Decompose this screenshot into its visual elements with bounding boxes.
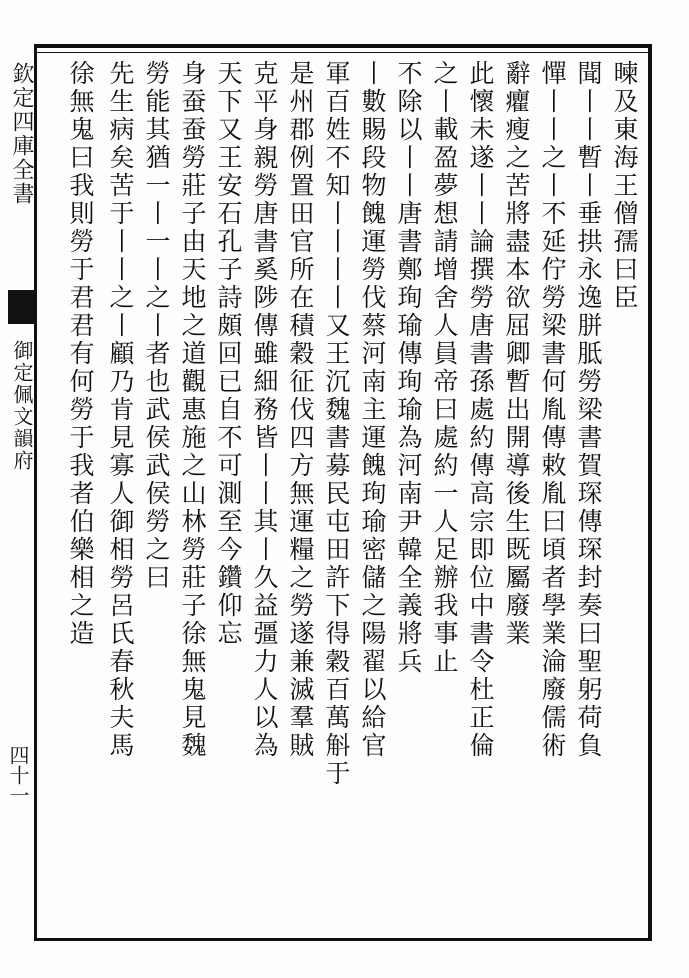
text-column-6: 之丨載盈夢想請增舍人員帝曰處約一人足辦我事止 <box>430 60 459 676</box>
text-column-5: 此懷未遂丨丨論撰勞唐書孫處約傳高宗即位中書令杜正倫 <box>466 60 495 760</box>
text-column-9: 軍百姓不知丨丨丨丨又王沉魏書募民屯田許下得穀百萬斛于 <box>322 60 351 788</box>
text-column-3: 憚丨丨之丨不延佇勞梁書何胤傳敕胤曰頃者學業淪廢儒術 <box>538 60 567 760</box>
text-column-15: 先生病矣苦于丨丨之丨顧乃肯見寡人御相勞呂氏春秋夫馬 <box>106 60 135 760</box>
text-column-14: 勞能其猶一丨一丨之丨者也武侯武侯勞之曰 <box>142 60 171 592</box>
text-column-11: 克平身親勞唐書奚陟傳雖細務皆丨丨其丨久益彊力人以為 <box>250 60 279 760</box>
text-column-13: 身蚕蚕勞莊子由天地之道觀惠施之山林勞莊子徐無鬼見魏 <box>178 60 207 760</box>
text-column-4: 辭癯瘦之苦將盡本欲屈卿暫出開導後生既屬廢業 <box>502 60 531 648</box>
book-title: 欽定四庫全書 <box>9 62 34 206</box>
text-column-12: 天下又王安石孔子詩頗回已自不可測至今鑽仰忘 <box>214 60 243 648</box>
section-title: 御定佩文韻府 <box>10 340 34 472</box>
text-column-1: 暕及東海王僧孺曰臣 <box>610 60 639 312</box>
right-border-rule <box>648 44 652 941</box>
margin-fishtail-mark <box>8 290 34 324</box>
top-border-rule <box>34 44 652 48</box>
top-inner-rule <box>34 52 652 53</box>
text-column-16: 徐無鬼曰我則勞于君君有何勞于我者伯樂相之造 <box>66 60 95 648</box>
text-column-8: 丨數賜段物餽運勞伐蔡河南主運餽珣瑜密儲之陽翟以給官 <box>358 60 387 760</box>
text-column-7: 不除以丨丨唐書鄭珣瑜傳珣瑜為河南尹韓全義將兵 <box>394 60 423 676</box>
text-column-10: 是州郡例置田官所在積穀征伐四方無運糧之勞遂兼滅羣賊 <box>286 60 315 760</box>
page-number: 四十一 <box>6 745 30 805</box>
text-column-2: 聞丨丨暫丨垂拱永逸胼胝勞梁書賀琛傳琛封奏曰聖躬荷負 <box>574 60 603 760</box>
